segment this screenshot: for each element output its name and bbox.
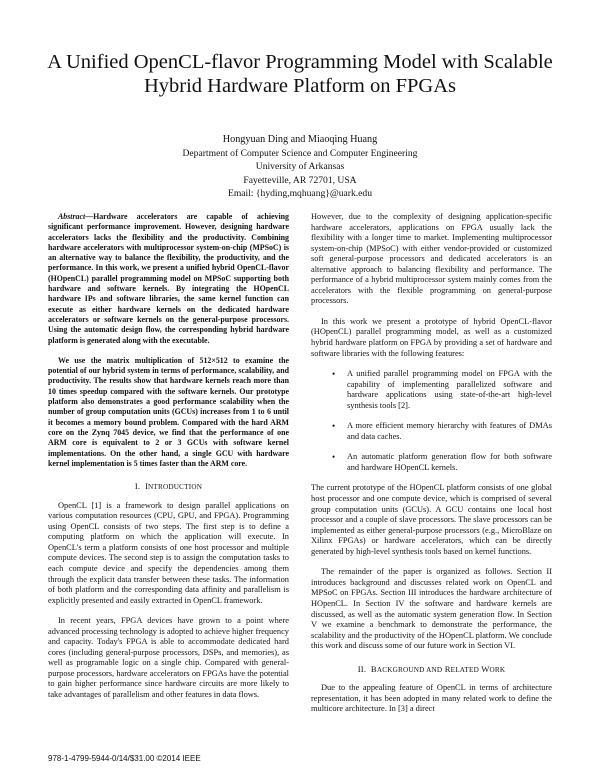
background-paragraph-1: Due to the appealing feature of OpenCL in terms of architecture representation, it has been adopted in many related work to define the multicore architecture. In [3] a direct [311, 683, 552, 714]
section-1-heading-initial: I [144, 481, 149, 492]
copyright-footer: 978-1-4799-5944-0/14/$31.00 ©2014 IEEE [48, 754, 201, 763]
bullet-icon: • [332, 421, 336, 432]
author-city: Fayetteville, AR 72701, USA [243, 174, 357, 186]
bullet-icon: • [332, 452, 336, 463]
right-paragraph-4: The remainder of the paper is organized as follows. Section II introduces background and discusses related work on OpenCL and MPSoC on FPGAs. Section III introduces the hardware architecture of HOpenCL. In Section IV the software and hardware kernels are discussed, as well as the automatic system generation flow. In Section V we examine a benchmark to demonstrate the performance, the scalability and the productivity of the HOpenCL platform. We conclude this work and discuss some of our future work in Section VI. [311, 567, 552, 651]
right-paragraph-1: However, due to the complexity of designing application-specific hardware accelerators, applications on FPGA usually lack the flexibility with a longer time to market. Implementing multiprocessor system-on-chip (MPSoC) with either vendor-provided or customized soft general-purpose processors and dedicated accelerators is an alternative approach to balancing flexibility and performance. The performance of a hybrid multiprocessor system mainly comes from the accelerators with the flexible programming on general-purpose processors. [311, 212, 552, 306]
section-1-heading-rest: NTRODUCTION [148, 483, 203, 492]
abstract-paragraph-2: We use the matrix multiplication of 512×512 to examine the potential of our hybrid system in terms of performance, scalability, and productivity. The results show that hardware kernels reach more than 10 times speedup compared with the software kernels. Our prototype platform also demonstrates a good performance scalability when the number of group computation units (GCUs) increases from 1 to 6 until it becomes a memory bound problem. Compared with the hard ARM core on the Zynq 7045 device, we find that the performance of one ARM core is equivalent to 2 or 3 GCUs with software kernel implementations. On the other hand, a single GCU with hardware kernel implementation is 5 times faster than the ARM core. [48, 355, 289, 468]
author-university: University of Arkansas [255, 161, 345, 173]
section-2-initial-1: B [370, 663, 377, 674]
abstract-text-1: —Hardware accelerators are capable of achieving significant performance improvement. However, designing hardware accelerators lacks the flexibility and the productivity. Combining hardware accelerators with multiprocessor system-on-chip (MPSoC) is an alternative way to balance the flexibility, the productivity, and the performance. In this work, we present a unified hybrid OpenCL-flavor (HOpenCL) parallel programming model on MPSoC supporting both hardware and software kernels. By integrating the HOpenCL hardware IPs and software libraries, the same kernel function can execute as either hardware kernels on the dedicated hardware accelerators or software kernels on the general-purpose processors. Using the automatic design flow, the corresponding hybrid hardware platform is generated along with the executable. [48, 212, 289, 345]
section-2-rest-1: ACKGROUND AND [376, 665, 443, 674]
list-item-text: A unified parallel programming model on FPGA with the capability of implementing parallelized software and hardware applications using state-of-the-art high-level synthesis tools [2]. [347, 369, 552, 410]
section-1-heading [48, 481, 289, 493]
right-paragraph-2: In this work we present a prototype of hybrid OpenCL-flavor (HOpenCL) parallel programming model, as well as a customized hybrid hardware platform on FPGA by providing a set of hardware and software libraries with the following features: [311, 316, 552, 358]
section-2-heading [311, 664, 552, 676]
author-email: Email: {hyding,mqhuang}@uark.edu [227, 187, 373, 199]
bullet-icon: • [332, 369, 336, 380]
section-2-rest-2: ELATED [450, 665, 479, 674]
intro-paragraph-2: In recent years, FPGA devices have grown to a point where advanced processing technology is adopted to achieve higher frequency and capacity. Today's FPGA is able to accommodate dedicated hard cores (including general-purpose processors, DSPs, and memories), as well as programable logic on a single chip. Compared with general-purpose processors, hardware accelerators on FPGAs have the potential to gain higher performance since hardware circuits are more likely to take advantages of parallelism and other features in data flows. [48, 616, 289, 699]
feature-list [311, 369, 552, 473]
left-column [48, 212, 289, 711]
section-2-rest-3: ORK [489, 665, 506, 674]
title-line-2: Hybrid Hardware Platform on FPGAs [143, 75, 456, 97]
list-item [311, 421, 552, 442]
section-2-initial-3: W [481, 663, 490, 674]
list-item [311, 452, 552, 473]
author-names: Hongyuan Ding and Miaoqing Huang [222, 134, 378, 145]
section-1-numeral: I. [134, 481, 141, 492]
section-2-numeral: II. [357, 663, 367, 674]
list-item-text: An automatic platform generation flow for both software and hardware HOpenCL kernels. [347, 452, 552, 472]
abstract-paragraph-1 [48, 212, 289, 346]
abstract-label: Abstract [58, 212, 86, 221]
right-paragraph-3: The current prototype of the HOpenCL platform consists of one global host processor and one compute device, which is comprised of several group computation units (GCUs). A GCU contains one local host processor and a couple of slave processors. The slave processors can be implemented as either general-purpose processors (e.g., MicroBlaze on Xilinx FPGAs) or hardware accelerators, which can be directly generated by high-level synthesis tools based on kernel functions. [311, 483, 552, 556]
list-item [311, 369, 552, 411]
author-block [100, 133, 500, 200]
author-department: Department of Computer Science and Computer Engineering [182, 148, 418, 160]
paper-title [40, 50, 560, 98]
intro-paragraph-1: OpenCL [1] is a framework to design parallel applications on various computation resources (CPU, GPU, and FPGA). Programming using OpenCL consists of two steps. The first step is to define a computing platform on which the application will execute. In OpenCL's term a platform consists of one host processor and multiple compute devices. The second step is to assign the computation tasks to each compute device and specify the dependencies among them through the explicit data transfer between these tasks. The information of both platform and the corresponding data affinity and parallelism is explicitly presented and easily extracted in OpenCL framework. [48, 500, 289, 605]
right-column [311, 212, 552, 725]
section-2-initial-2: R [444, 663, 451, 674]
title-line-1: A Unified OpenCL-flavor Programming Model with Scalable [47, 51, 553, 73]
list-item-text: A more efficient memory hierarchy with features of DMAs and data caches. [347, 421, 552, 441]
